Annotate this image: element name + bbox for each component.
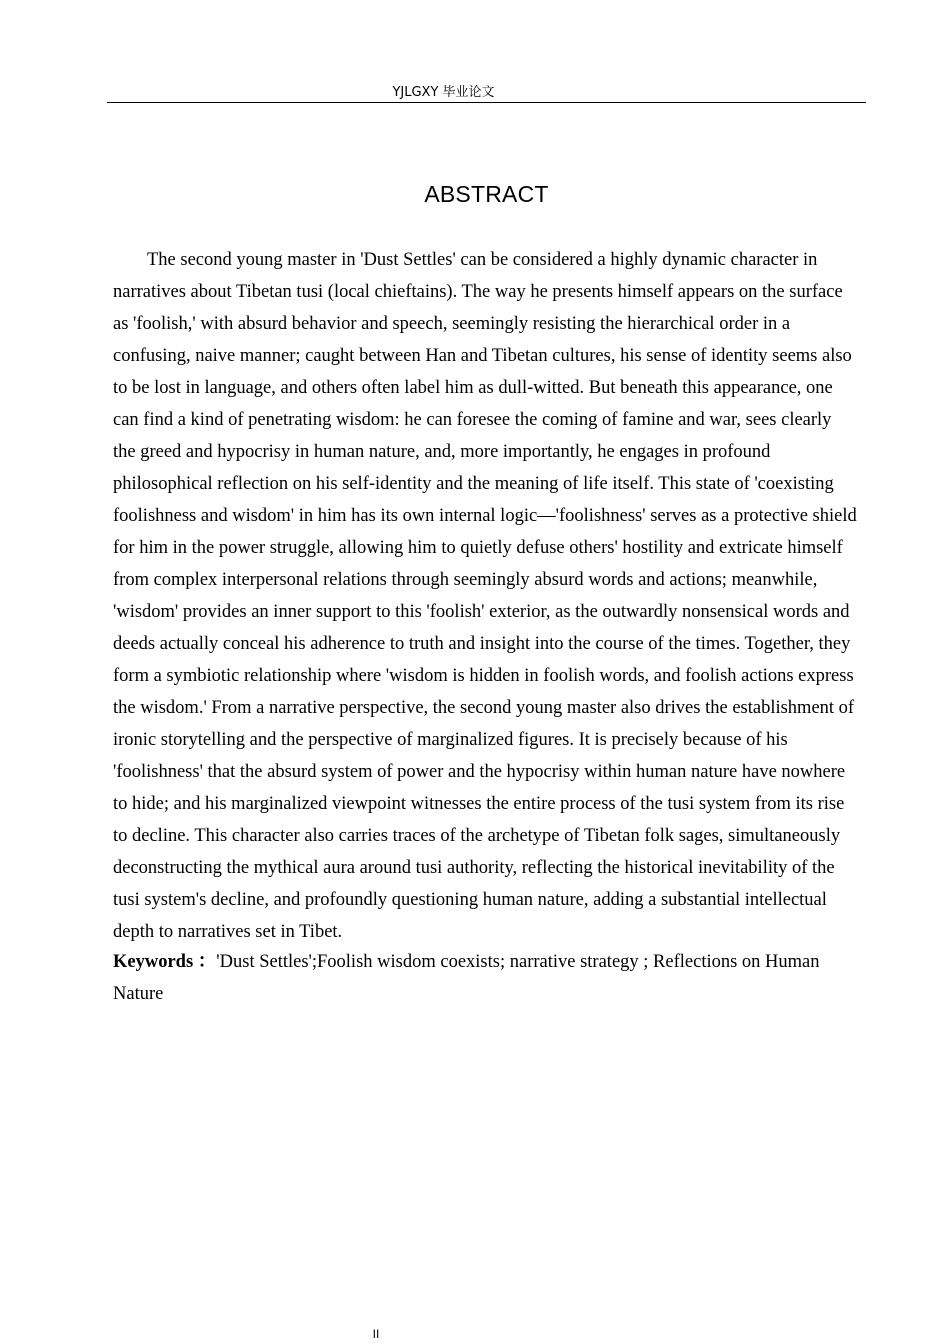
- abstract-body: The second young master in 'Dust Settles' can be considered a highly dynamic character in narratives about Tibetan tusi (local chieftains). The way he presents himself appears on the surface as 'foolish,' with absurd behavior and speech, seemingly resisting the hierarchical order in a confusing, naive manner; caught between Han and Tibetan cultures, his sense of identity seems also to be lost in language, and others often label him as dull-witted. But beneath this appearance, one can find a kind of penetrating wisdom: he can foresee the coming of famine and war, sees clearly the greed and hypocrisy in human nature, and, more importantly, he engages in profound philosophical reflection on his self-identity and the meaning of life itself. This state of 'coexisting foolishness and wisdom' in him has its own internal logic—'foolishness' serves as a protective shield for him in the power struggle, allowing him to quietly defuse others' hostility and extricate himself from complex interpersonal relations through seemingly absurd words and actions; meanwhile, 'wisdom' provides an inner support to this 'foolish' exterior, as the outwardly nonsensical words and deeds actually conceal his adherence to truth and insight into the course of the times. Together, they form a symbiotic relationship where 'wisdom is hidden in foolish words, and foolish actions express the wisdom.' From a narrative perspective, the second young master also drives the establishment of ironic storytelling and the perspective of marginalized figures. It is precisely because of his 'foolishness' that the absurd system of power and the hypocrisy within human nature have nowhere to hide; and his marginalized viewpoint witnesses the entire process of the tusi system from its rise to decline. This character also carries traces of the archetype of Tibetan folk sages, simultaneously deconstructing the mythical aura around tusi authority, reflecting the historical inevitability of the tusi system's decline, and profoundly questioning human nature, adding a substantial intellectual depth to narratives set in Tibet.: [113, 250, 857, 942]
- keywords-label: Keywords ：: [113, 952, 217, 972]
- keywords: [113, 946, 858, 1010]
- header-text: YJLGXY 毕业论文: [392, 85, 495, 100]
- abstract-title: ABSTRACT: [424, 181, 549, 207]
- keywords-text: 'Dust Settles';Foolish wisdom coexists; narrative strategy ; Reflections on Human Nature: [113, 952, 820, 1004]
- page-header: [107, 84, 866, 103]
- page-number: II: [372, 1327, 380, 1341]
